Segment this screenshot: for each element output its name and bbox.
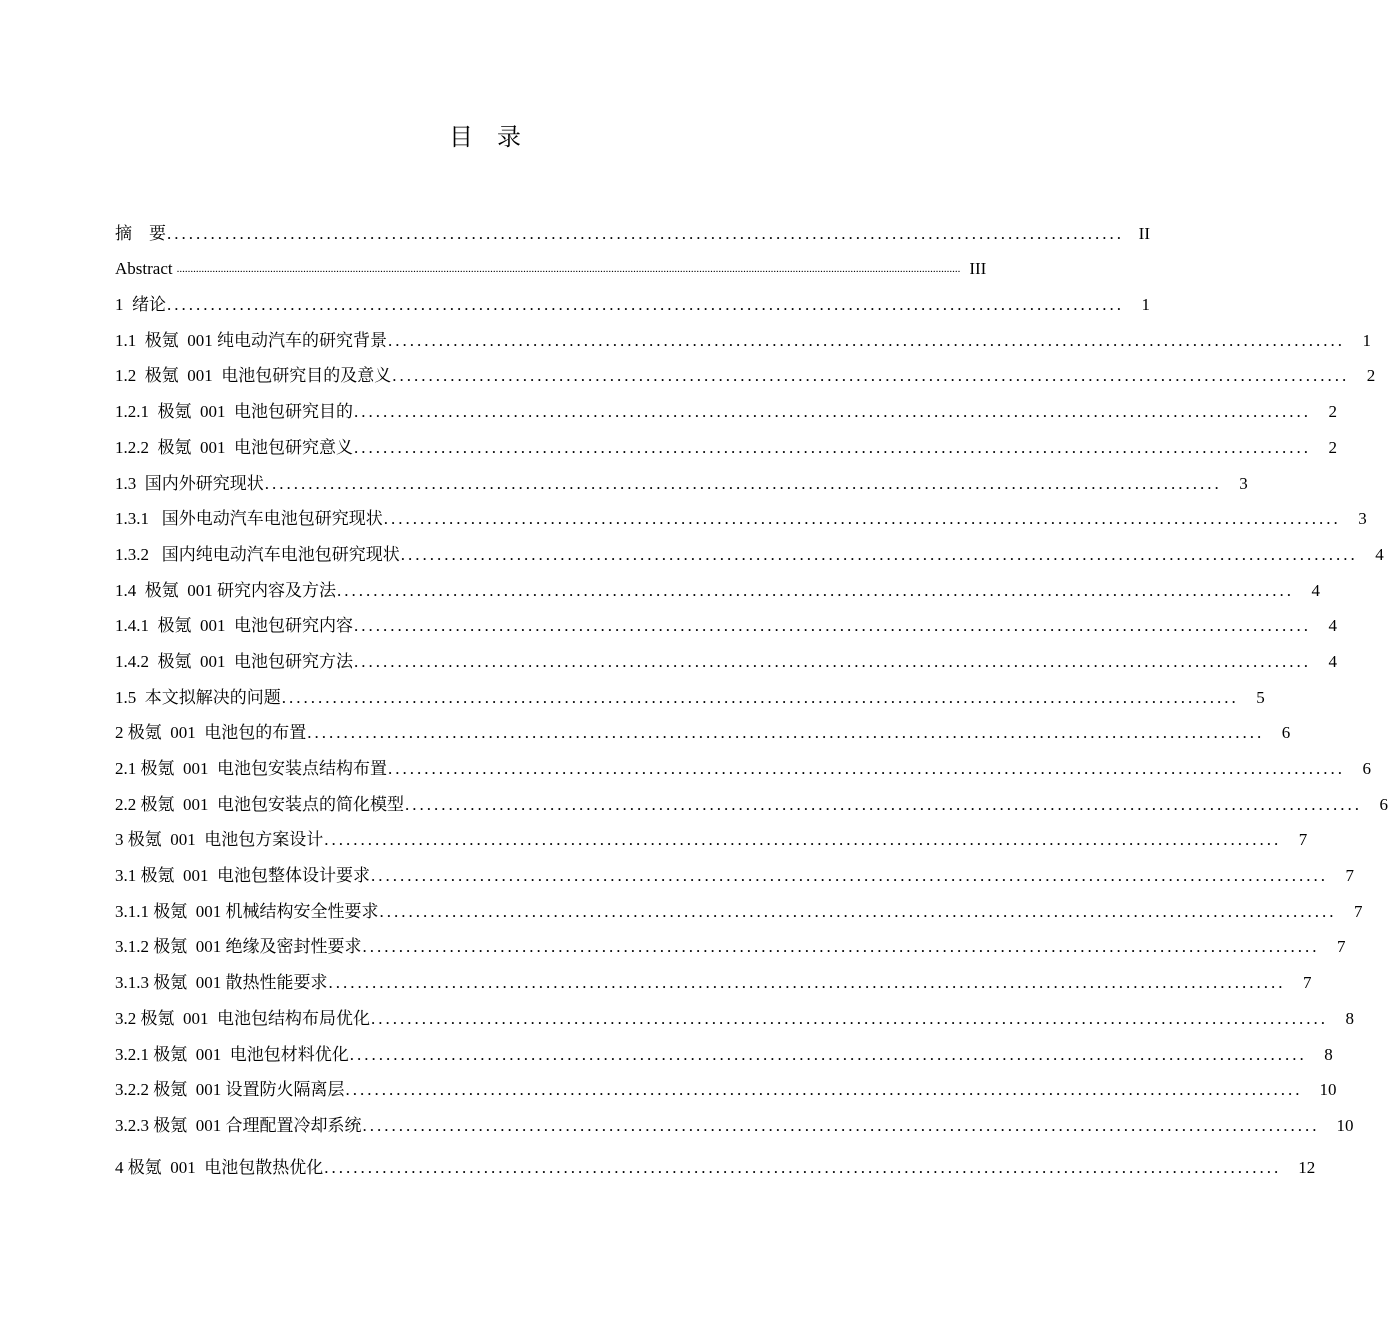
toc-entry-text: 3.1.3 极氪 001 散热性能要求 <box>115 973 328 993</box>
toc-leader-dots: .................................................................................................................................... <box>392 366 1350 386</box>
toc-entry[interactable] <box>115 957 1312 993</box>
toc-entry-text: 3.2.3 极氪 001 合理配置冷却系统 <box>115 1115 362 1135</box>
toc-entry[interactable] <box>115 993 1354 1029</box>
toc-leader-dots: .................................................................................................................................... <box>362 937 1320 957</box>
toc-entry-text: 1 绪论 <box>115 295 166 315</box>
toc-entry-page: 6 <box>1362 759 1371 778</box>
toc-entry[interactable] <box>115 672 1265 708</box>
toc-entry-page: 7 <box>1298 830 1308 850</box>
toc-entry-page: 1 <box>1362 330 1371 350</box>
toc-entry-text: 1.3.2 国内纯电动汽车电池包研究现状 <box>115 544 400 564</box>
toc-entry[interactable] <box>115 458 1248 494</box>
toc-entry-text: 摘 要 <box>115 223 166 243</box>
toc-title: 目 录 <box>449 125 521 151</box>
toc-leader-dots: .................................................................................................................................... <box>328 973 1286 993</box>
toc-entry-text: 1.4.2 极氪 001 电池包研究方法 <box>115 651 353 671</box>
toc-entry[interactable] <box>115 1065 1337 1101</box>
toc-entry-text: 1.5 本文拟解决的问题 <box>115 687 281 707</box>
toc-leader-dots: .................................................................................................................................... <box>379 901 1337 921</box>
toc-entry[interactable] <box>115 244 987 280</box>
toc-entry-text: 1.2.1 极氪 001 电池包研究目的 <box>115 402 353 422</box>
toc-entry-text: 2 极氪 001 电池包的布置 <box>115 723 307 743</box>
toc-entry[interactable] <box>115 815 1308 851</box>
toc-entry-page: 5 <box>1256 687 1265 707</box>
toc-entry-text: 1.4 极氪 001 研究内容及方法 <box>115 580 336 600</box>
toc-leader-dots: .................................................................................................................................... <box>337 580 1294 600</box>
toc-entry[interactable] <box>115 1136 1316 1178</box>
toc-leader-dots: .................................................................................................................................... <box>307 723 1265 743</box>
toc-entry-page: 7 <box>1303 973 1312 993</box>
toc-entry[interactable] <box>115 743 1371 779</box>
toc-entry[interactable] <box>115 1100 1354 1136</box>
toc-entry-text: 1.2 极氪 001 电池包研究目的及意义 <box>115 366 392 386</box>
toc-leader-dots: .................................................................................................................................... <box>400 544 1358 564</box>
toc-leader-dots: .................................................................................................................................... <box>354 402 1311 422</box>
toc-entry-page: 4 <box>1375 544 1384 564</box>
toc-leader-dots: .................................................................................................................................... <box>324 830 1282 850</box>
toc-entry[interactable] <box>115 565 1320 601</box>
toc-entry-page: 4 <box>1328 616 1337 636</box>
toc-entry-text: 3.2.1 极氪 001 电池包材料优化 <box>115 1044 349 1064</box>
toc-entry-page: 2 <box>1328 402 1337 422</box>
toc-entry-page: 10 <box>1319 1080 1337 1100</box>
toc-entry[interactable] <box>115 922 1346 958</box>
toc-leader-dots: .................................................................................................................................... <box>349 1044 1307 1064</box>
toc-entry[interactable] <box>115 779 1388 815</box>
toc-entry[interactable] <box>115 315 1371 351</box>
toc-entry[interactable] <box>115 886 1363 922</box>
toc-leader-dots: .................................................................................................................................... <box>354 616 1311 636</box>
toc-leader-dots: .................................................................................................................................... <box>388 759 1345 778</box>
toc-entry-text: 3.1 极氪 001 电池包整体设计要求 <box>115 866 370 886</box>
toc-leader-dots: .................................................................................................................................... <box>324 1157 1282 1177</box>
toc-entry-page: 12 <box>1298 1157 1316 1177</box>
toc-entry-text: 1.4.1 极氪 001 电池包研究内容 <box>115 616 353 636</box>
toc-leader-dots: .................................................................................................................................... <box>371 1008 1328 1028</box>
toc-entry-page: 6 <box>1379 794 1388 814</box>
toc-leader-dots: .................................................................................................................................... <box>345 1080 1303 1100</box>
toc-entry-page: 10 <box>1336 1115 1354 1135</box>
toc-leader-dots: ............................................................................................................................................................................................................................................................................................. <box>176 263 961 276</box>
toc-entry-text: Abstract <box>115 259 173 279</box>
toc-entry-page: 4 <box>1328 651 1337 671</box>
table-of-contents <box>115 208 1388 1178</box>
toc-leader-dots: .................................................................................................................................... <box>371 866 1328 886</box>
toc-leader-dots: .................................................................................................................................... <box>354 651 1311 671</box>
toc-entry[interactable] <box>115 850 1354 886</box>
toc-entry-text: 1.3 国内外研究现状 <box>115 473 264 493</box>
toc-entry[interactable] <box>115 1029 1333 1065</box>
toc-entry-page: 4 <box>1311 580 1320 600</box>
toc-entry-page: III <box>969 259 987 279</box>
toc-leader-dots: .................................................................................................................................... <box>281 687 1239 707</box>
toc-entry[interactable] <box>115 351 1376 387</box>
toc-entry[interactable] <box>115 386 1337 422</box>
toc-entry-page: II <box>1138 223 1150 243</box>
toc-leader-dots: .................................................................................................................................... <box>388 330 1345 350</box>
toc-entry[interactable] <box>115 708 1291 744</box>
toc-entry-text: 1.3.1 国外电动汽车电池包研究现状 <box>115 509 383 529</box>
toc-entry-text: 4 极氪 001 电池包散热优化 <box>115 1157 324 1177</box>
toc-leader-dots: .................................................................................................................................... <box>167 223 1124 243</box>
toc-entry-page: 8 <box>1324 1044 1333 1064</box>
toc-leader-dots: .................................................................................................................................... <box>405 794 1362 814</box>
toc-entry-text: 2.1 极氪 001 电池包安装点结构布置 <box>115 759 387 778</box>
toc-entry[interactable] <box>115 494 1367 530</box>
toc-leader-dots: .................................................................................................................................... <box>264 473 1222 493</box>
toc-entry-page: 3 <box>1239 473 1248 493</box>
toc-leader-dots: .................................................................................................................................... <box>383 509 1341 529</box>
toc-entry-text: 1.2.2 极氪 001 电池包研究意义 <box>115 437 353 457</box>
toc-entry[interactable] <box>115 422 1337 458</box>
toc-entry-page: 7 <box>1354 901 1363 921</box>
toc-entry-text: 3.2.2 极氪 001 设置防火隔离层 <box>115 1080 345 1100</box>
toc-leader-dots: .................................................................................................................................... <box>167 295 1124 315</box>
toc-entry[interactable] <box>115 529 1384 565</box>
toc-entry-page: 3 <box>1358 509 1367 529</box>
toc-entry-page: 8 <box>1345 1008 1354 1028</box>
toc-entry-text: 3.1.1 极氪 001 机械结构安全性要求 <box>115 901 379 921</box>
toc-entry-page: 7 <box>1337 937 1346 957</box>
toc-entry-text: 3.2 极氪 001 电池包结构布局优化 <box>115 1008 370 1028</box>
toc-entry-page: 6 <box>1281 723 1291 743</box>
toc-entry[interactable] <box>115 636 1337 672</box>
toc-entry-text: 3.1.2 极氪 001 绝缘及密封性要求 <box>115 937 362 957</box>
toc-entry[interactable] <box>115 279 1150 315</box>
toc-entry-page: 7 <box>1345 866 1354 886</box>
toc-entry-page: 2 <box>1366 366 1376 386</box>
toc-entry-page: 2 <box>1328 437 1337 457</box>
toc-leader-dots: .................................................................................................................................... <box>354 437 1311 457</box>
toc-entry[interactable] <box>115 601 1337 637</box>
toc-entry-page: 1 <box>1141 295 1150 315</box>
toc-entry-text: 2.2 极氪 001 电池包安装点的简化模型 <box>115 794 404 814</box>
toc-entry[interactable] <box>115 208 1150 244</box>
toc-entry-text: 1.1 极氪 001 纯电动汽车的研究背景 <box>115 330 387 350</box>
toc-entry-text: 3 极氪 001 电池包方案设计 <box>115 830 324 850</box>
toc-leader-dots: .................................................................................................................................... <box>362 1115 1320 1135</box>
